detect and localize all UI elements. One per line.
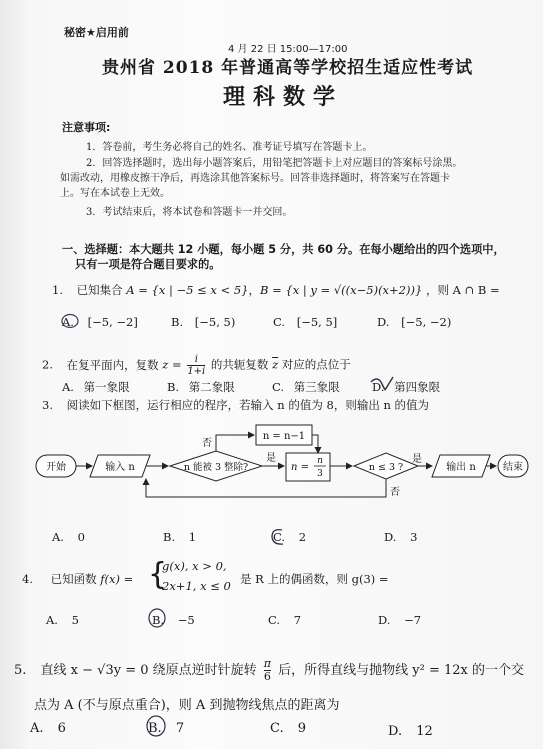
notice-line-4: 上。写在本试卷上无效。 bbox=[60, 188, 170, 199]
option-label: A. bbox=[52, 530, 64, 544]
option-text: 第四象限 bbox=[394, 380, 441, 394]
fraction-numerator: i bbox=[194, 354, 198, 365]
pen-circle-mark bbox=[146, 606, 168, 630]
option-label: B. bbox=[167, 380, 180, 394]
option-text: 12 bbox=[416, 724, 433, 739]
question-text: 的共轭复数 bbox=[210, 357, 269, 372]
option-label: B. bbox=[171, 315, 184, 329]
option-text: 6 bbox=[57, 721, 66, 736]
option-label: D. bbox=[388, 724, 403, 739]
question-3 bbox=[42, 397, 429, 413]
option-text: −7 bbox=[404, 613, 422, 627]
option-text: 9 bbox=[297, 721, 307, 736]
fraction-denominator: 6 bbox=[263, 670, 271, 683]
q5-option-c bbox=[270, 721, 306, 736]
z-conjugate: $\overline{z}$ bbox=[272, 357, 279, 372]
flow-label-no-2: 否 bbox=[390, 487, 400, 498]
q4-option-c bbox=[268, 613, 301, 627]
option-text: 1 bbox=[188, 530, 197, 544]
option-text: −5 bbox=[177, 613, 195, 627]
flow-input-label: 输入 n bbox=[105, 462, 135, 473]
question-text: 已知函数 bbox=[50, 572, 97, 586]
option-text: 第三象限 bbox=[293, 380, 340, 394]
option-label: B. bbox=[163, 530, 176, 544]
option-label: C. bbox=[270, 721, 284, 736]
question-number: 5. bbox=[14, 663, 27, 678]
q3-option-a bbox=[52, 530, 85, 544]
case-text: g(x), x > 0, bbox=[162, 559, 227, 573]
piecewise-case-1 bbox=[162, 559, 227, 573]
function-fx: f(x) = bbox=[100, 572, 134, 586]
option-label: A. bbox=[46, 613, 58, 627]
flow-no-box-den: 3 bbox=[317, 469, 323, 479]
option-label: B. bbox=[152, 613, 165, 627]
q4-option-d bbox=[378, 613, 421, 627]
pen-circle-mark bbox=[268, 526, 290, 548]
option-text: 第二象限 bbox=[188, 380, 235, 394]
piecewise-brace: { bbox=[148, 557, 168, 592]
option-text: 7 bbox=[293, 613, 302, 627]
question-text: 直线 x − √3y = 0 绕原点逆时针旋转 bbox=[40, 663, 257, 678]
option-label: D. bbox=[384, 530, 397, 544]
set-b: B = {x | y = √((x−5)(x+2))} bbox=[260, 283, 423, 297]
question-5-line-2: 点为 A (不与原点重合)，则 A 到抛物线焦点的距离为 bbox=[34, 698, 340, 713]
question-1 bbox=[52, 282, 500, 298]
section-heading-line-1: 一、选择题：本大题共 12 小题，每小题 5 分，共 60 分。在每小题给出的四个选项中， bbox=[62, 243, 505, 256]
fraction bbox=[264, 658, 271, 683]
fraction-denominator: 1+i bbox=[187, 366, 206, 377]
flow-start-label: 开始 bbox=[46, 462, 66, 473]
separator: ， bbox=[248, 283, 261, 297]
flow-yes-box-label: n = n−1 bbox=[262, 431, 306, 442]
exam-subject: 理科数学 bbox=[223, 84, 344, 110]
option-label: C. bbox=[273, 315, 286, 329]
q1-option-d bbox=[377, 315, 451, 329]
option-text: 第一象限 bbox=[83, 380, 130, 394]
option-text: 2 bbox=[298, 530, 307, 544]
option-text: 7 bbox=[175, 721, 185, 736]
q1-option-b bbox=[171, 315, 235, 329]
flow-label-yes-1: 是 bbox=[266, 453, 276, 464]
option-label: C. bbox=[273, 530, 286, 544]
pen-circle-mark bbox=[60, 312, 80, 330]
secret-tag: 秘密★启用前 bbox=[64, 26, 129, 39]
flow-no-box-lhs: n = bbox=[291, 462, 309, 473]
flowchart bbox=[30, 415, 530, 510]
pen-slash-mark bbox=[367, 374, 397, 396]
option-label: A. bbox=[30, 721, 44, 736]
option-label: D. bbox=[372, 380, 385, 394]
notice-line-1: 1．答卷前，考生务必将自己的姓名、准考证号填写在答题卡上。 bbox=[86, 142, 373, 153]
set-a: A = {x | −5 ≤ x < 5} bbox=[126, 283, 249, 297]
option-label: C. bbox=[268, 613, 281, 627]
question-5 bbox=[14, 658, 524, 683]
question-2 bbox=[42, 354, 351, 377]
flow-cond1-label: n 能被 3 整除? bbox=[183, 462, 249, 473]
q2-option-c bbox=[272, 379, 340, 395]
q3-option-d bbox=[384, 530, 417, 544]
q2-option-b bbox=[167, 379, 235, 395]
option-text: 5 bbox=[71, 613, 79, 627]
question-number: 3. bbox=[42, 398, 53, 412]
option-label: C. bbox=[272, 380, 285, 394]
question-text: 在复平面内，复数 bbox=[66, 357, 159, 372]
flow-label-yes-2: 是 bbox=[412, 454, 422, 465]
q5-option-d bbox=[388, 724, 433, 739]
exam-time: 4 月 22 日 15:00—17:00 bbox=[228, 44, 348, 55]
flow-cond2-label: n ≤ 3 ? bbox=[368, 462, 404, 473]
option-text: 3 bbox=[410, 530, 418, 544]
option-text: 0 bbox=[77, 530, 85, 544]
flow-end-label: 结束 bbox=[503, 462, 523, 473]
option-label: A. bbox=[62, 380, 74, 394]
q5-option-a bbox=[30, 721, 66, 736]
q3-option-b bbox=[163, 530, 196, 544]
pen-circle-mark bbox=[144, 713, 168, 739]
question-text: 对应的点位于 bbox=[281, 357, 351, 372]
question-4 bbox=[22, 571, 133, 587]
question-text: ，则 A ∩ B = bbox=[425, 283, 500, 297]
notice-line-3: 如需改动，用橡皮擦干净后，再选涂其他答案标号。回答非选择题时，将答案写在答题卡 bbox=[60, 173, 450, 184]
question-number: 2. bbox=[42, 357, 53, 372]
notice-line-2: 2．回答选择题时，选出每小题答案后，用铅笔把答题卡上对应题目的答案标号涂黑。 bbox=[86, 158, 463, 169]
case-text: 2x+1, x ≤ 0 bbox=[162, 579, 231, 593]
option-label: D. bbox=[377, 315, 390, 329]
notice-line-5: 3．考试结束后，将本试卷和答题卡一并交回。 bbox=[86, 207, 293, 218]
fraction bbox=[187, 354, 205, 377]
flow-label-no-1: 否 bbox=[202, 438, 212, 449]
notice-heading: 注意事项: bbox=[62, 121, 111, 134]
q1-option-c bbox=[273, 315, 337, 329]
z-equals: z = bbox=[162, 357, 182, 372]
option-label: D. bbox=[378, 613, 391, 627]
question-text: 已知集合 bbox=[76, 283, 123, 297]
question-text: 阅读如下框图，运行相应的程序，若输入 n 的值为 8，则输出 n 的值为 bbox=[66, 398, 430, 412]
option-label: A. bbox=[62, 315, 74, 329]
option-label: B. bbox=[148, 721, 162, 736]
section-heading-line-2: 只有一项是符合题目要求的。 bbox=[75, 258, 221, 271]
exam-title: 贵州省 2018 年普通高等学校招生适应性考试 bbox=[102, 58, 474, 78]
q4-option-a bbox=[46, 613, 79, 627]
option-text: [−5, −2] bbox=[87, 315, 138, 329]
question-number: 1. bbox=[52, 283, 63, 297]
flow-no-box-num: n bbox=[317, 456, 323, 466]
option-text: [−5, 5) bbox=[194, 315, 236, 329]
question-text: 后，所得直线与抛物线 y² = 12x 的一个交 bbox=[278, 663, 525, 678]
question-4-suffix: 是 R 上的偶函数，则 g(3) = bbox=[240, 572, 389, 586]
option-text: [−5, −2) bbox=[401, 315, 452, 329]
fraction-numerator: π bbox=[263, 657, 272, 670]
question-number: 4. bbox=[22, 572, 33, 586]
flow-output-label: 输出 n bbox=[446, 462, 476, 473]
option-text: [−5, 5] bbox=[296, 315, 338, 329]
piecewise-case-2 bbox=[162, 579, 231, 593]
q2-option-a bbox=[62, 379, 130, 395]
